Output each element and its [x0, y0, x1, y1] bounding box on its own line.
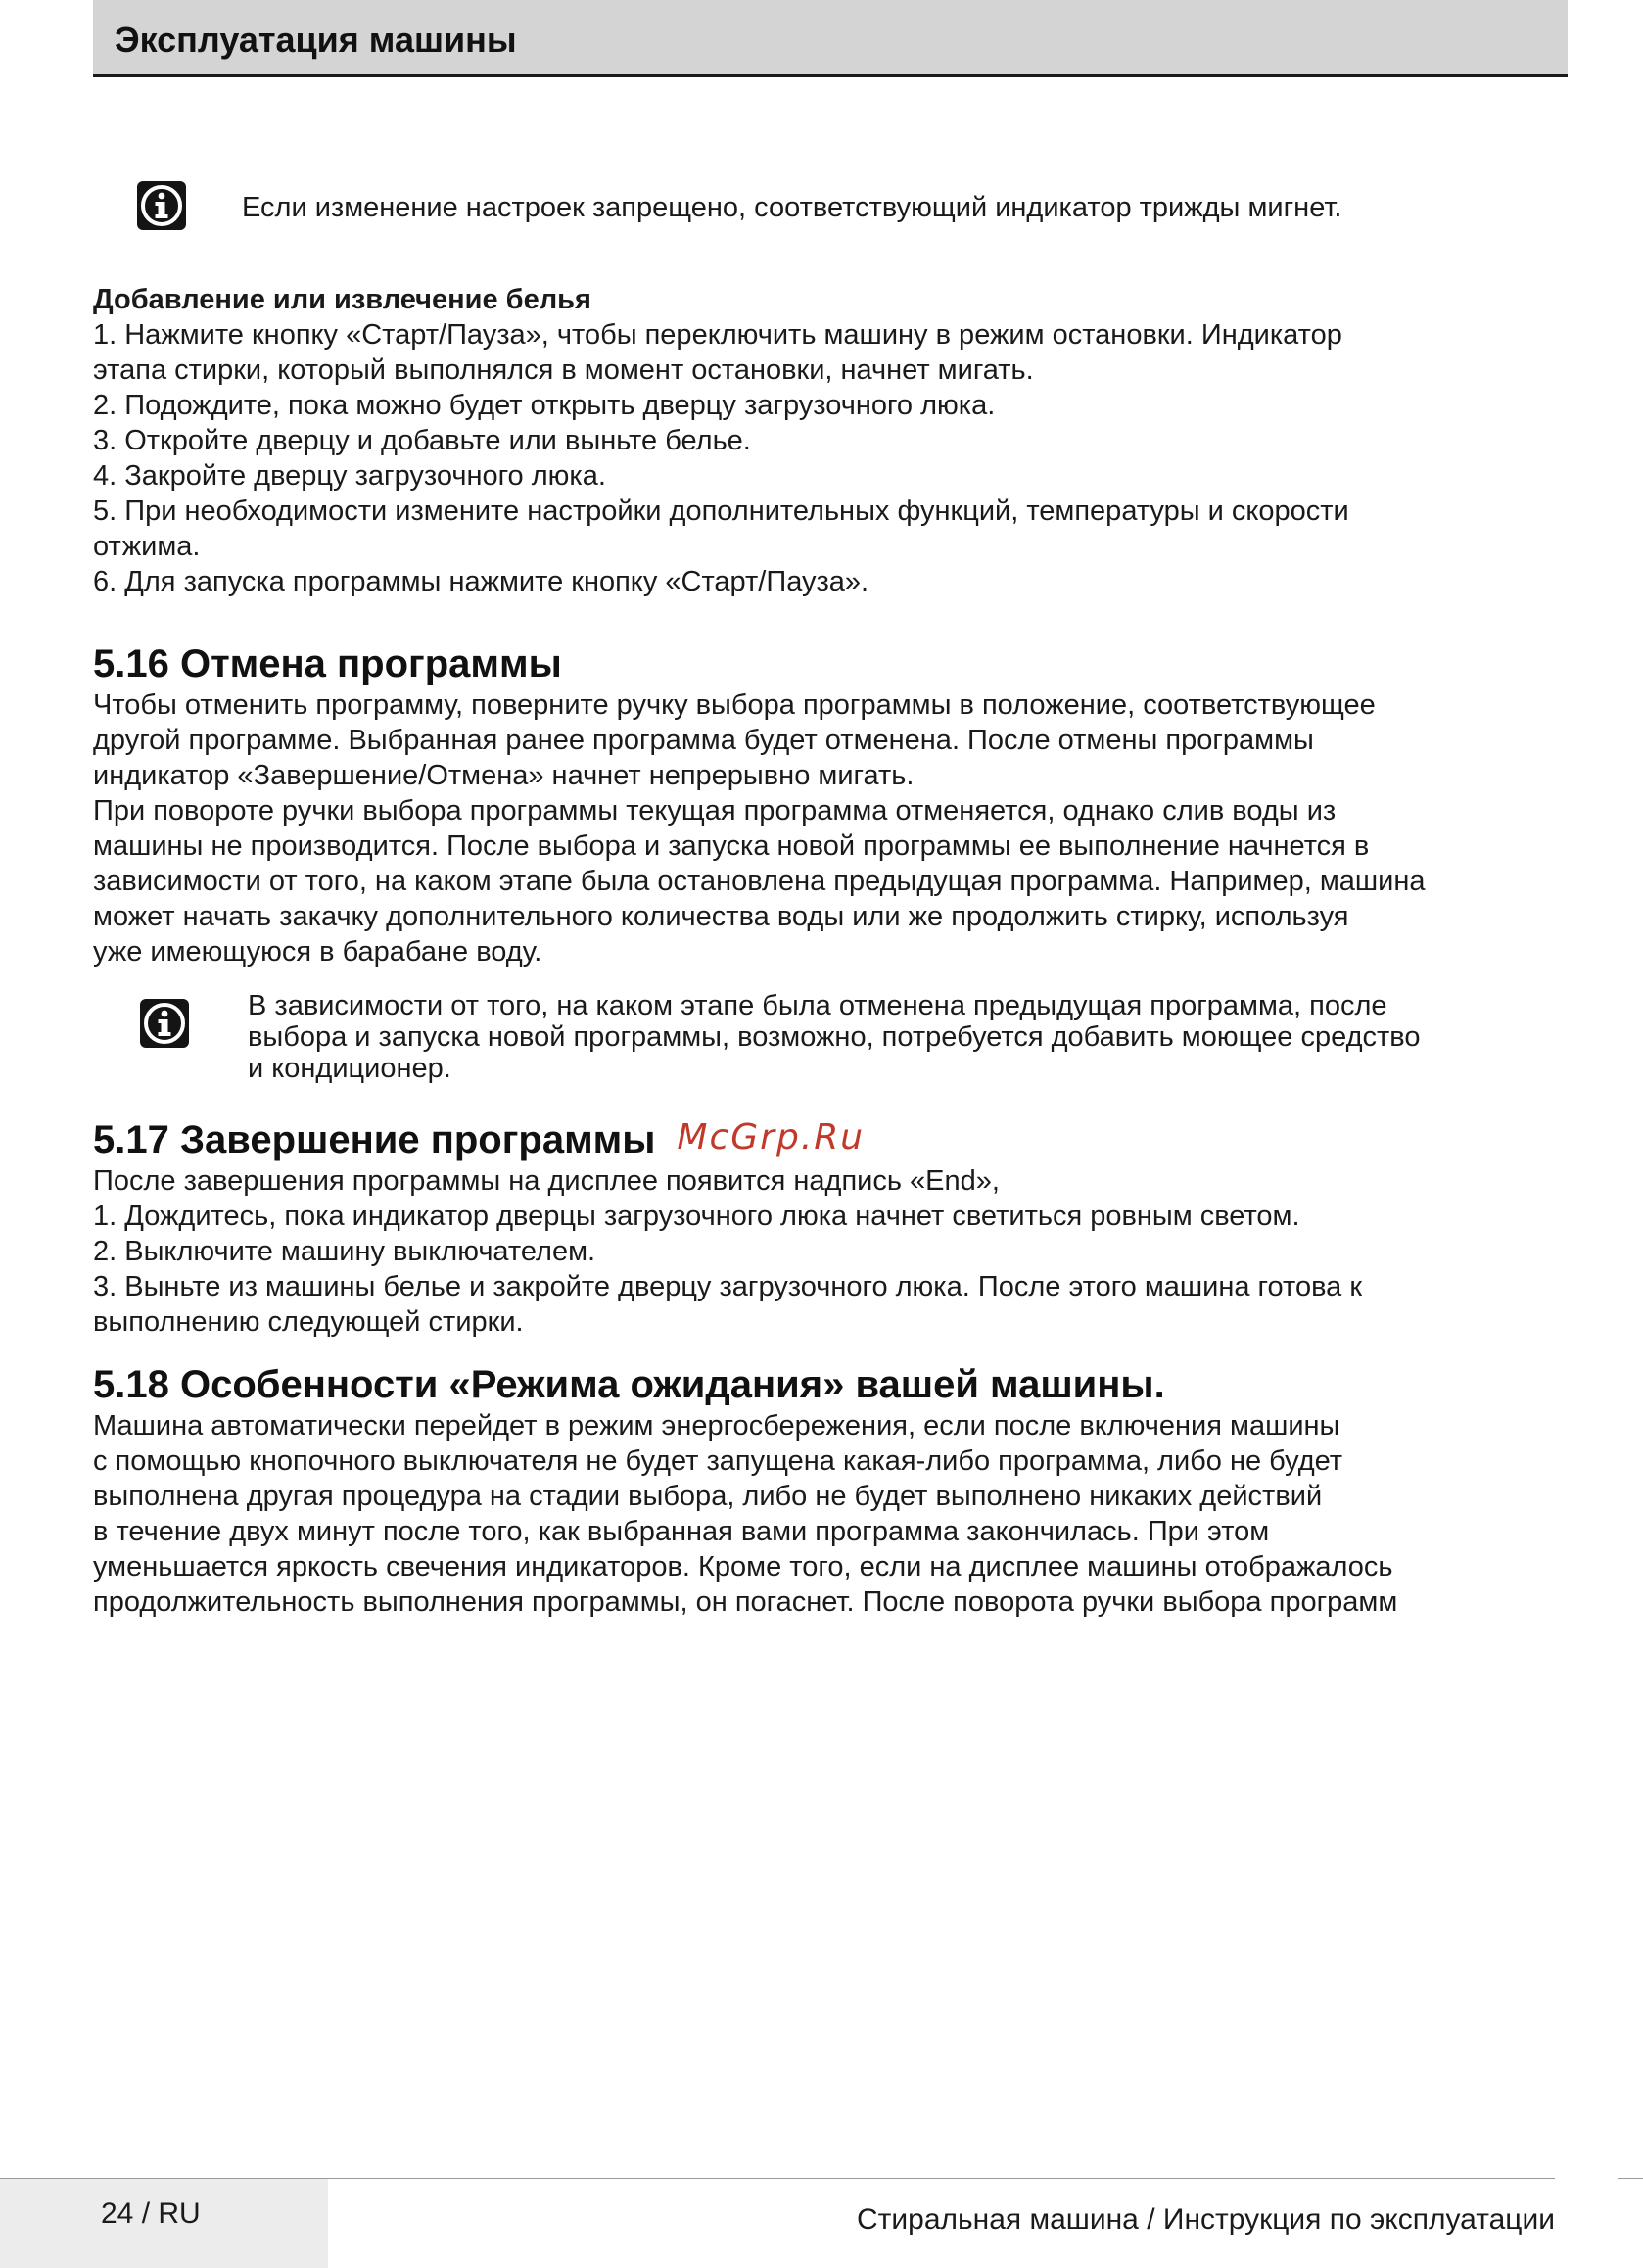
paragraph-line: с помощью кнопочного выключателя не будет запущена какая-либо программа, либо не будет [93, 1445, 1343, 1477]
page-number: 24 / RU [101, 2197, 201, 2230]
paragraph-line: После завершения программы на дисплее появится надпись «End», [93, 1165, 1000, 1197]
note-line: выбора и запуска новой программы, возможно, потребуется добавить моющее средство [248, 1021, 1421, 1053]
page-header [93, 0, 1568, 77]
note-line: В зависимости от того, на каком этапе была отменена предыдущая программа, после [248, 990, 1387, 1021]
info-icon [140, 999, 189, 1048]
paragraph-line: машины не производится. После выбора и запуска новой программы ее выполнение начнется в [93, 830, 1370, 862]
paragraph-line: другой программе. Выбранная ранее программа будет отменена. После отмены программы [93, 725, 1314, 756]
paragraph-line: зависимости от того, на каком этапе была остановлена предыдущая программа. Например, машина [93, 866, 1426, 897]
footer-doc-title: Стиральная машина / Инструкция по эксплуатации [856, 2203, 1555, 2236]
footer-divider [1618, 2178, 1643, 2179]
paragraph-line: 6. Для запуска программы нажмите кнопку «Старт/Пауза». [93, 566, 869, 597]
section-heading: 5.16 Отмена программы [93, 642, 562, 685]
section-5-16 [93, 642, 1581, 969]
paragraph-line: 3. Выньте из машины белье и закройте дверцу загрузочного люка. После этого машина готова к [93, 1271, 1363, 1302]
note-block [248, 990, 1421, 1084]
paragraph-line: 5. При необходимости измените настройки дополнительных функций, температуры и скорости [93, 496, 1349, 527]
paragraph-line: индикатор «Завершение/Отмена» начнет непрерывно мигать. [93, 760, 915, 791]
paragraph-line: уже имеющуюся в барабане воду. [93, 936, 542, 968]
paragraph-line: 2. Подождите, пока можно будет открыть дверцу загрузочного люка. [93, 390, 996, 421]
paragraph-line: выполнению следующей стирки. [93, 1306, 524, 1338]
paragraph-line: Машина автоматически перейдет в режим энергосбережения, если после включения машины [93, 1410, 1340, 1441]
section-5-18 [93, 1363, 1581, 1620]
paragraph-line: в течение двух минут после того, как выбранная вами программа закончилась. При этом [93, 1516, 1270, 1547]
section-heading: 5.18 Особенности «Режима ожидания» вашей машины. [93, 1363, 1165, 1406]
subsection-heading: Добавление или извлечение белья [93, 284, 591, 315]
paragraph-line: 2. Выключите машину выключателем. [93, 1236, 596, 1267]
section-heading: 5.17 Завершение программы [93, 1118, 656, 1161]
header-title: Эксплуатация машины [115, 20, 517, 60]
paragraph-line: 4. Закройте дверцу загрузочного люка. [93, 460, 606, 492]
section-heading-row [93, 1116, 1581, 1161]
paragraph-line: 1. Дождитесь, пока индикатор дверцы загрузочного люка начнет светиться ровным светом. [93, 1201, 1300, 1232]
note-line: и кондиционер. [248, 1053, 451, 1084]
paragraph-line: выполнена другая процедура на стадии выбора, либо не будет выполнено никаких действий [93, 1481, 1323, 1512]
paragraph-line: уменьшается яркость свечения индикаторов. Кроме того, если на дисплее машины отображалось [93, 1551, 1393, 1583]
paragraph-line: отжима. [93, 531, 201, 562]
section-5-17 [93, 1116, 1581, 1340]
paragraph-line: может начать закачку дополнительного количества воды или же продолжить стирку, используя [93, 901, 1349, 932]
paragraph-line: этапа стирки, который выполнялся в момент остановки, начнет мигать. [93, 354, 1034, 386]
adding-section [93, 282, 1581, 599]
paragraph-line: продолжительность выполнения программы, он погаснет. После поворота ручки выбора программ [93, 1586, 1398, 1618]
paragraph-line: 1. Нажмите кнопку «Старт/Пауза», чтобы переключить машину в режим остановки. Индикатор [93, 319, 1342, 351]
watermark: McGrp.Ru [677, 1117, 866, 1158]
info-icon [137, 181, 186, 230]
paragraph-line: Чтобы отменить программу, поверните ручку выбора программы в положение, соответствующее [93, 689, 1376, 721]
paragraph-line: При повороте ручки выбора программы текущая программа отменяется, однако слив воды из [93, 795, 1337, 827]
note-text: Если изменение настроек запрещено, соответствующий индикатор трижды мигнет. [242, 192, 1342, 223]
paragraph-line: 3. Откройте дверцу и добавьте или выньте белье. [93, 425, 751, 456]
